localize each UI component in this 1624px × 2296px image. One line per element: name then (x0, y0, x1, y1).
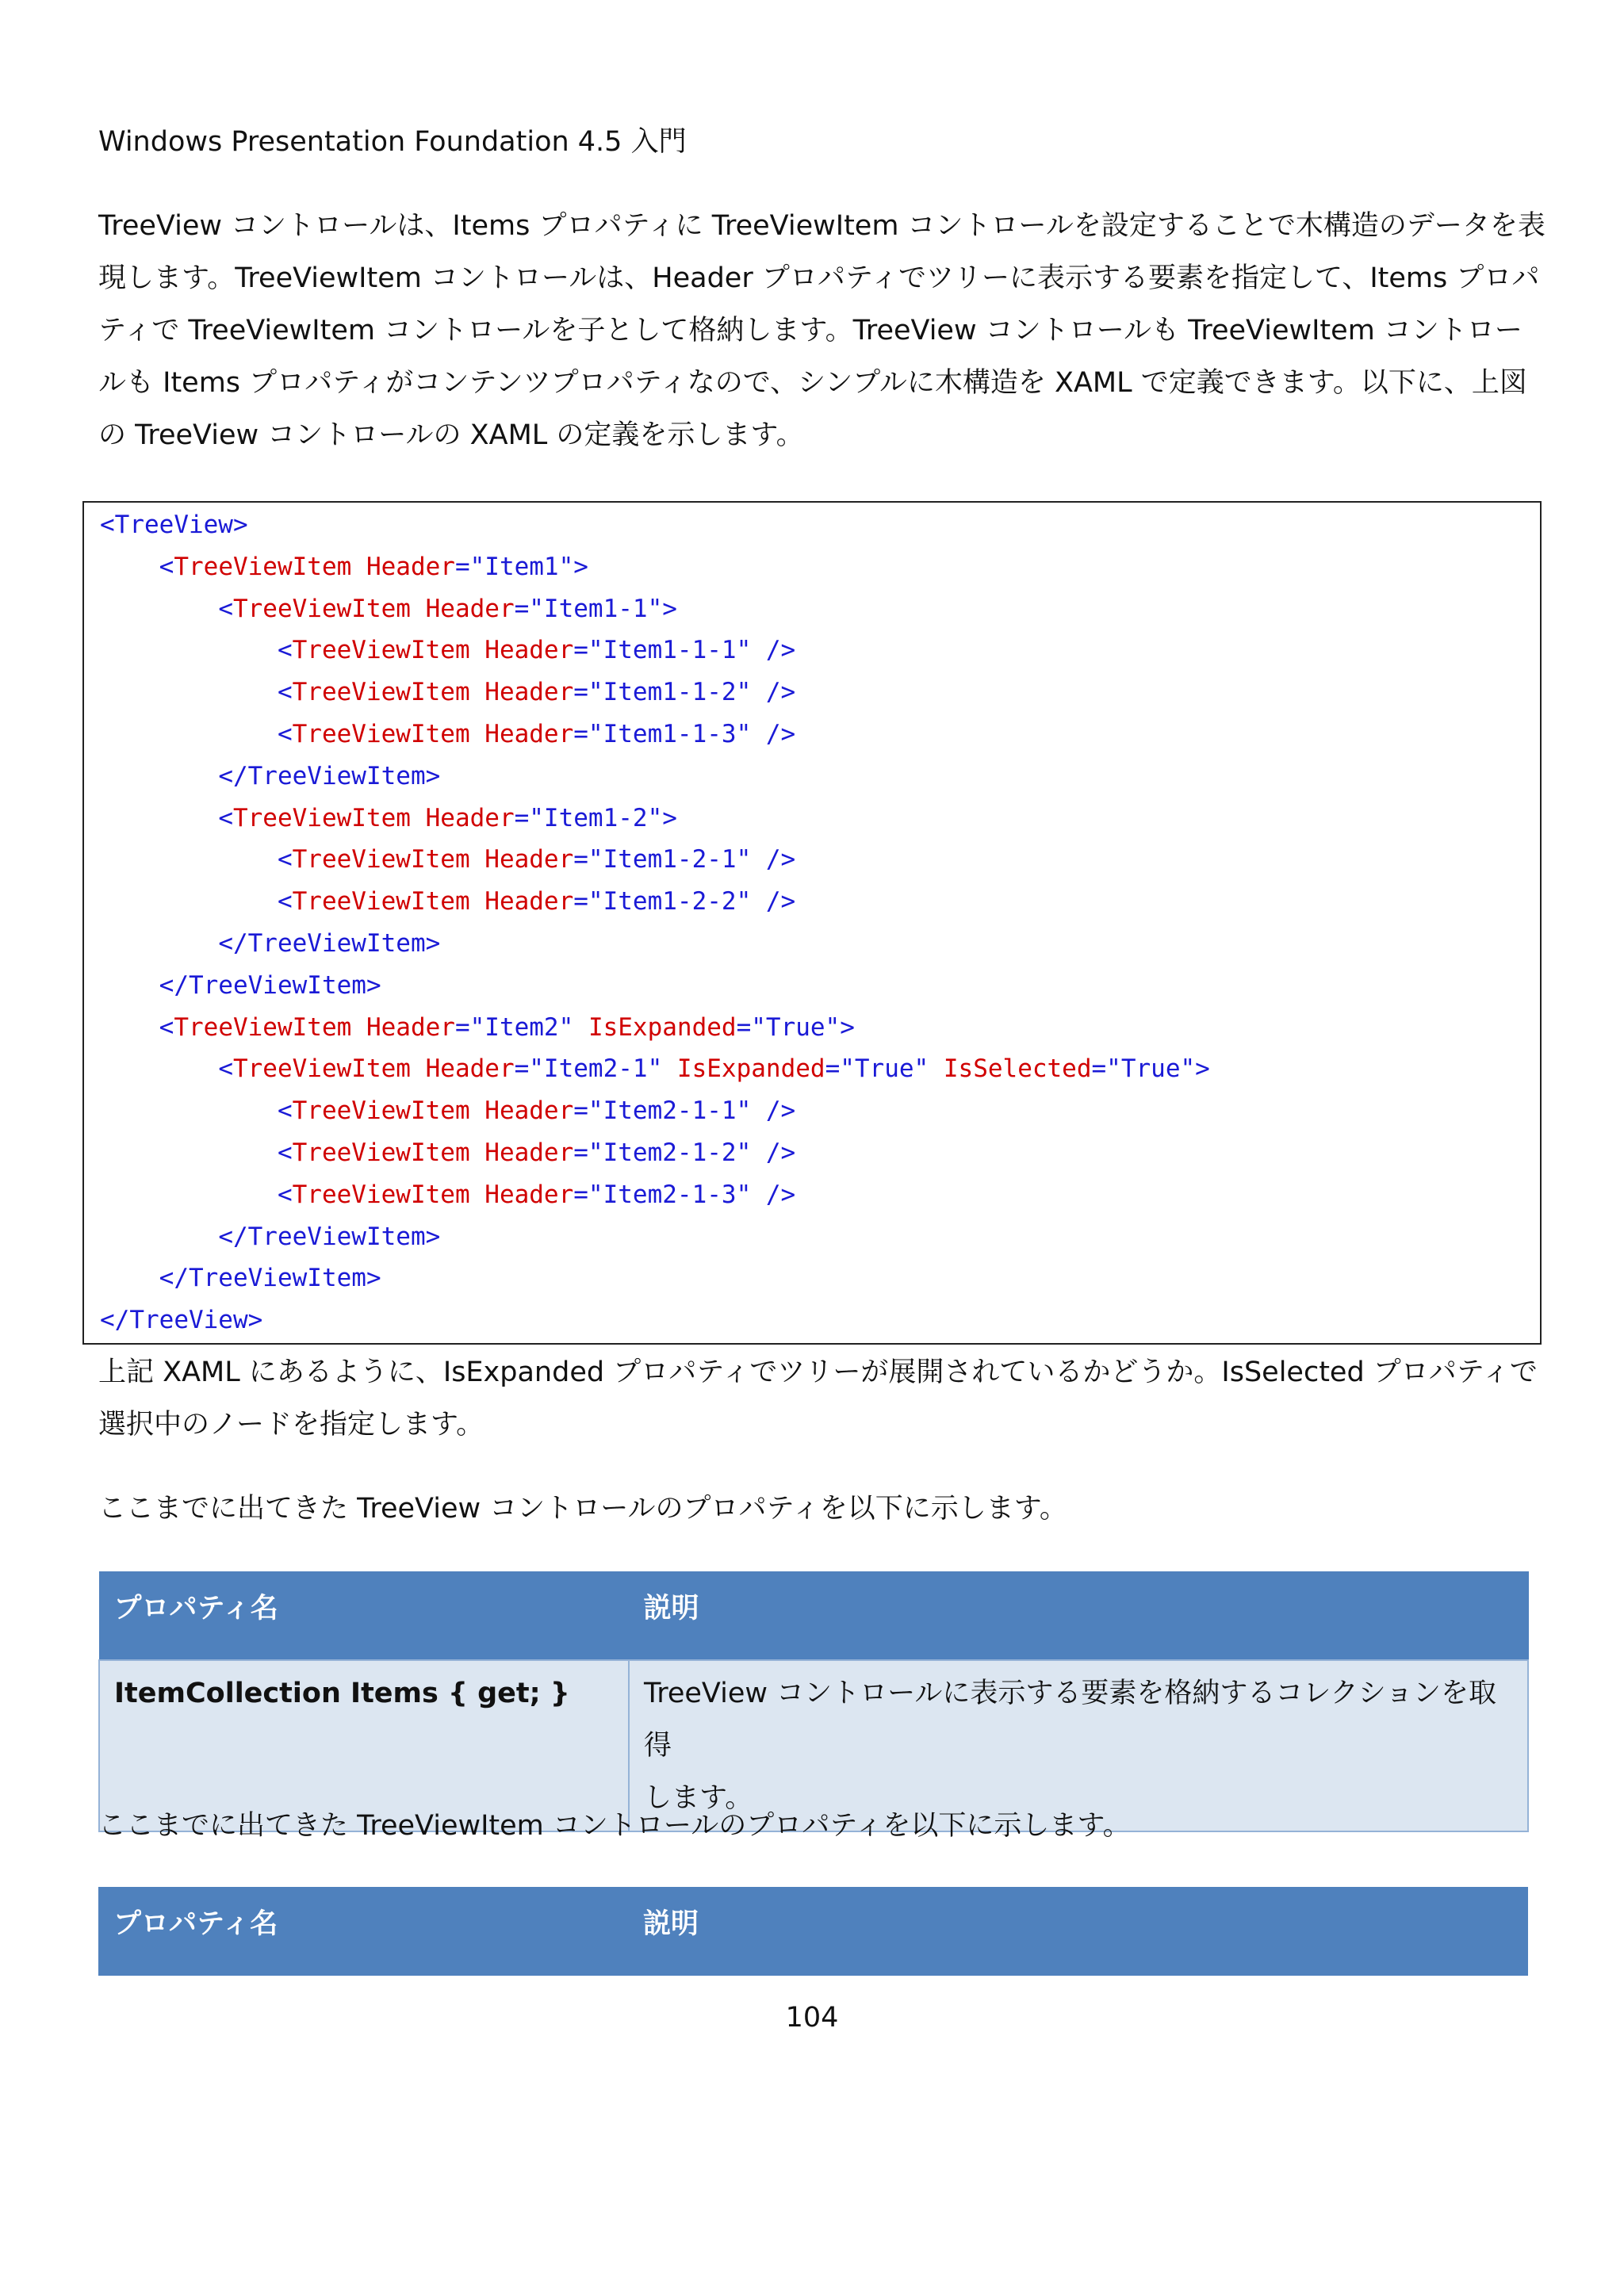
code-token: </TreeViewItem> (159, 1264, 381, 1293)
intro-line: の TreeView コントロールの XAML の定義を示します。 (98, 419, 804, 451)
code-token: ="True"> (1091, 1054, 1210, 1084)
paragraph-line: 選択中のノードを指定します。 (98, 1409, 485, 1441)
code-token (470, 1181, 485, 1209)
code-token: IsExpanded (676, 1054, 825, 1084)
code-token: TreeViewItem (174, 552, 352, 581)
code-token: Header (485, 845, 574, 874)
code-token: TreeViewItem (292, 845, 470, 874)
treeviewitem-props-intro: ここまでに出てきた TreeViewItem コントロールのプロパティを以下に示します。 (98, 1810, 1131, 1842)
intro-paragraph (98, 200, 1545, 461)
intro-line: ティで TreeViewItem コントロールを子として格納します。TreeView コントロールも TreeViewItem コントロー (98, 315, 1522, 346)
code-line (100, 798, 677, 839)
property-name-cell: ItemCollection Items { get; } (99, 1660, 629, 1831)
code-token (470, 636, 485, 664)
code-token (351, 1013, 366, 1042)
table-header-row (99, 1572, 1528, 1661)
code-token: ="Item2-1-2" /> (573, 1138, 796, 1167)
code-token: TreeViewItem (174, 1012, 352, 1042)
code-token: TreeViewItem (292, 1096, 470, 1126)
code-line (100, 756, 440, 797)
code-token (351, 553, 366, 581)
code-token: ="Item2" (454, 1012, 588, 1042)
code-token: Header (485, 1180, 574, 1209)
code-token (470, 720, 485, 748)
code-line (100, 1090, 795, 1131)
code-token: < (159, 1012, 174, 1042)
code-token: ="Item2-1-1" /> (573, 1096, 796, 1126)
code-token: TreeViewItem (232, 1054, 411, 1084)
code-token: TreeViewItem (232, 594, 411, 623)
code-token: < (277, 845, 293, 874)
after-code-paragraph (98, 1346, 1538, 1451)
code-token: Header (425, 803, 515, 832)
code-token: </TreeView> (100, 1306, 263, 1335)
code-line (100, 588, 677, 629)
code-token (470, 1138, 485, 1167)
code-token (411, 804, 426, 832)
description-line: します。 (644, 1782, 753, 1814)
code-line (100, 1048, 1210, 1089)
code-token: </TreeViewItem> (159, 970, 381, 1000)
code-token: ="Item1-1"> (514, 594, 677, 623)
column-header-description: 説明 (629, 1572, 1528, 1661)
code-token: < (277, 636, 293, 665)
column-header-description: 説明 (629, 1888, 1528, 1976)
code-token: < (277, 678, 293, 707)
code-line (100, 546, 588, 587)
running-header: Windows Presentation Foundation 4.5 入門 (98, 126, 687, 158)
code-token: TreeViewItem (292, 678, 470, 707)
code-token: Header (485, 720, 574, 748)
paragraph-line: 上記 XAML にあるように、IsExpanded プロパティでツリーが展開されているかどうか。IsSelected プロパティで (98, 1357, 1538, 1388)
code-line (100, 839, 795, 880)
code-token: < (277, 1138, 293, 1167)
code-token (411, 595, 426, 623)
code-token: ="True" (825, 1054, 944, 1084)
code-token: <TreeView> (100, 511, 248, 539)
code-token: ="Item1-2-2" /> (573, 887, 796, 916)
code-line (100, 629, 795, 671)
code-token: TreeViewItem (292, 1180, 470, 1209)
code-token: < (218, 1054, 233, 1084)
code-token: Header (366, 552, 455, 581)
code-token: IsSelected (943, 1054, 1092, 1084)
code-token: < (277, 1180, 293, 1209)
intro-line: 現します。TreeViewItem コントロールは、Header プロパティでツリーに表示する要素を指定して、Items プロパ (98, 262, 1540, 294)
code-token: ="True"> (736, 1012, 855, 1042)
code-token: TreeViewItem (292, 1138, 470, 1167)
code-token: TreeViewItem (292, 636, 470, 665)
treeview-props-intro: ここまでに出てきた TreeView コントロールのプロパティを以下に示します。 (98, 1493, 1067, 1525)
code-token (470, 845, 485, 874)
code-token: < (159, 552, 174, 581)
code-token: ="Item2-1" (514, 1054, 677, 1084)
code-token: </TreeViewItem> (218, 761, 441, 790)
code-line (100, 923, 440, 964)
code-token: TreeViewItem (292, 720, 470, 748)
code-token: ="Item1-2-1" /> (573, 845, 796, 874)
code-token: ="Item1-2"> (514, 803, 677, 832)
treeview-properties-table (98, 1571, 1529, 1832)
code-token: < (218, 594, 233, 623)
code-line (100, 504, 248, 545)
code-token (470, 678, 485, 706)
code-token: ="Item1-1-3" /> (573, 720, 796, 748)
code-token (411, 1054, 426, 1083)
code-line (100, 965, 381, 1006)
code-line (100, 1299, 262, 1341)
table-header-row (99, 1888, 1528, 1976)
code-token: Header (485, 678, 574, 707)
code-token: TreeViewItem (292, 887, 470, 916)
code-token: ="Item1-1-2" /> (573, 678, 796, 707)
code-token: < (277, 887, 293, 916)
column-header-property-name: プロパティ名 (99, 1888, 629, 1976)
column-header-property-name: プロパティ名 (99, 1572, 629, 1661)
code-token (470, 1096, 485, 1125)
code-token: Header (485, 1138, 574, 1167)
code-token: < (218, 803, 233, 832)
code-line (100, 1257, 381, 1299)
code-token: </TreeViewItem> (218, 1222, 441, 1251)
code-token: < (277, 720, 293, 748)
intro-line: TreeView コントロールは、Items プロパティに TreeViewItem コントロールを設定することで木構造のデータを表 (98, 210, 1545, 242)
code-token: < (277, 1096, 293, 1126)
code-line (100, 881, 795, 922)
code-line (100, 672, 795, 713)
code-token: Header (485, 1096, 574, 1126)
code-token: ="Item2-1-3" /> (573, 1180, 796, 1209)
code-token (470, 887, 485, 916)
code-token: TreeViewItem (232, 803, 411, 832)
page-number: 104 (785, 2002, 839, 2034)
code-line (100, 1174, 795, 1215)
description-line: TreeView コントロールに表示する要素を格納するコレクションを取得 (644, 1678, 1497, 1762)
code-token: </TreeViewItem> (218, 929, 441, 958)
code-line (100, 1216, 440, 1257)
code-line (100, 714, 795, 755)
code-token: Header (425, 594, 515, 623)
code-token: Header (485, 887, 574, 916)
xaml-code-block (82, 501, 1542, 1345)
code-token: ="Item1-1-1" /> (573, 636, 796, 665)
intro-line: ルも Items プロパティがコンテンツプロパティなので、シンプルに木構造を XAML で定義できます。以下に、上図 (98, 367, 1527, 399)
code-token: ="Item1"> (454, 552, 588, 581)
code-token: IsExpanded (588, 1012, 737, 1042)
treeviewitem-properties-table (98, 1887, 1528, 1976)
code-line (100, 1132, 795, 1173)
code-line (100, 1007, 855, 1048)
code-token: Header (425, 1054, 515, 1084)
code-token: Header (366, 1012, 455, 1042)
code-token: Header (485, 636, 574, 665)
